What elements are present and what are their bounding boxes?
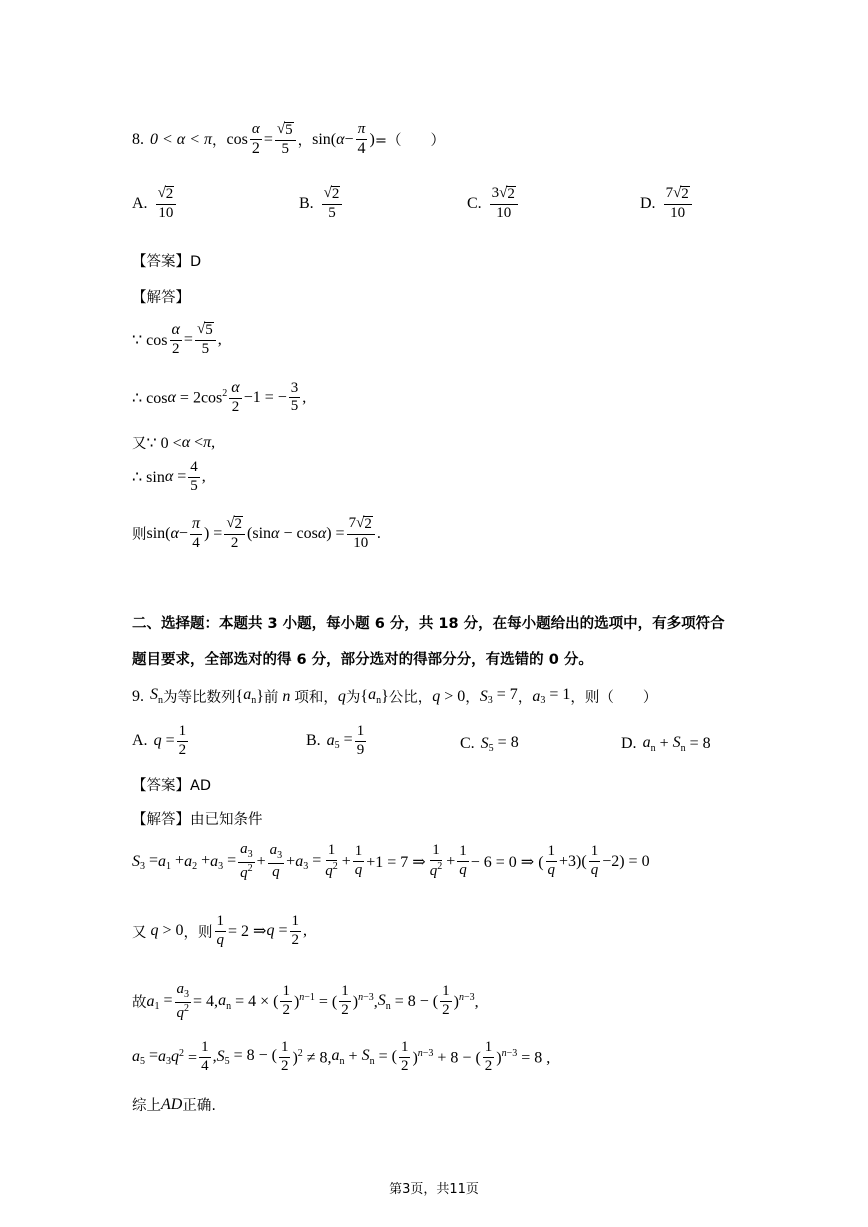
q9-option-d: D. $a_n$ + $S_n$ = 8	[621, 734, 711, 755]
section2-line1: 二、选择题：本题共 3 小题，每小题 6 分，共 18 分，在每小题给出的选项中，有多项符合	[132, 616, 725, 632]
q8-step5: 则 sin( α − $\frac{\pi}{4}$ ) = √ 2 2 (sin α − cos α ) = 7 √ 2 10 .	[132, 515, 381, 551]
q9-option-b: B. a $_5$ = $\frac{1}{9}$	[306, 723, 365, 758]
q8-step1: ∵ cos $\frac{\alpha}{2}$ = √ 5 5 ,	[132, 321, 222, 357]
q9-step1: S $_3$ = a $_1$ + a $_2$ + a $_3$ = $\frac{a_3}{q^2}$ + $\frac{a_3}{q}$ + a $_3$ = $\frac{1}{q^2}$ + $\frac{1}{q}$ +1 = 7 ⇒ $\frac{1}{q^2}$ + $\frac{1}{q}$ − 6 = 0 ⇒ ( $\frac{1}{q}$ +3)( $\frac{1}{q}$ −2) = 0	[132, 841, 650, 881]
q8-option-d: D. 7 √ 2 10	[640, 186, 694, 222]
q8-number: 8.	[132, 130, 144, 148]
q8-comma: ，	[212, 133, 227, 150]
q8-sqrt5-frac: √ 5 5	[275, 122, 296, 158]
q8-option-c: C. 3 √ 2 10	[467, 186, 520, 222]
q8-step2: ∴ cos α = $2\cos^2$ $\frac{\alpha}{2}$ −1 = − $\frac{3}{5}$ ,	[132, 379, 307, 415]
q9-conclusion: 综上 AD 正确.	[132, 1095, 216, 1114]
q9-step3: 故 a $_1$ = $\frac{a_3}{q^2}$ = 4, $a_n$ = 4 × ( $\frac{1}{2}$ )$^{n-1}$ = ( $\frac{1}{2}$ )$^{n-3}$, $S_n$ = 8 − ( $\frac{1}{2}$ )$^{n-3}$,	[132, 981, 479, 1021]
q8-option-b: B. √ 2 5	[299, 186, 344, 222]
section2-line2: 题目要求，全部选对的得 6 分，部分选对的得部分分，有选错的 0 分。	[132, 652, 593, 668]
q9-step2: 又 q > 0 ，则 $\frac{1}{q}$ = 2 ⇒ q = $\frac{1}{2}$ ,	[132, 913, 307, 948]
q9-option-a: A. q = $\frac{1}{2}$	[132, 723, 187, 758]
q9-answer: 【答案】AD	[132, 778, 212, 794]
q8-cos-frac: $\frac{\alpha}{2}$	[251, 121, 260, 157]
q8-step4: ∴ sin α = $\frac{4}{5}$ ,	[132, 459, 206, 494]
q8-stem: 8. 0 < α < π ， cos $\frac{\alpha}{2}$ = √ 5 5 ， sin( α − $\frac{\pi}{4}$ ) =（ ）	[132, 121, 446, 157]
q8-solution-heading: 【解答】	[132, 290, 190, 306]
q8-condition: 0 < α < π	[150, 130, 213, 148]
q8-option-a: A. √ 2 10	[132, 186, 178, 222]
q9-stem: 9. $S_n$ 为等比数列 { $a_n$ } 前 n 项和， q 为 { $a_n$ } 公比， q > 0 ， S $_3$ = 7 ， a $_3$ = 1 ，则（ ）	[132, 686, 658, 707]
q8-step3: 又 ∵ 0 < α < π ,	[132, 433, 216, 452]
q9-step4: a $_5$ = a $_3$ q $^2$ = $\frac{1}{4}$ , S $_5$ = 8 − ( $\frac{1}{2}$ )$^2$ ≠ 8, $a_n$ + $S_n$ = ( $\frac{1}{2}$ )$^{n-3}$ + 8 − ( $\frac{1}{2}$ )$^{n-3}$ = 8 ,	[132, 1039, 551, 1074]
q8-blank: =（ ）	[374, 133, 446, 150]
q9-option-c: C. S $_5$ = 8	[460, 734, 519, 755]
q8-answer: 【答案】D	[132, 254, 202, 270]
page-footer: 第3页，共11页	[389, 1182, 479, 1197]
q9-solution-heading: 【解答】由已知条件	[132, 812, 263, 828]
